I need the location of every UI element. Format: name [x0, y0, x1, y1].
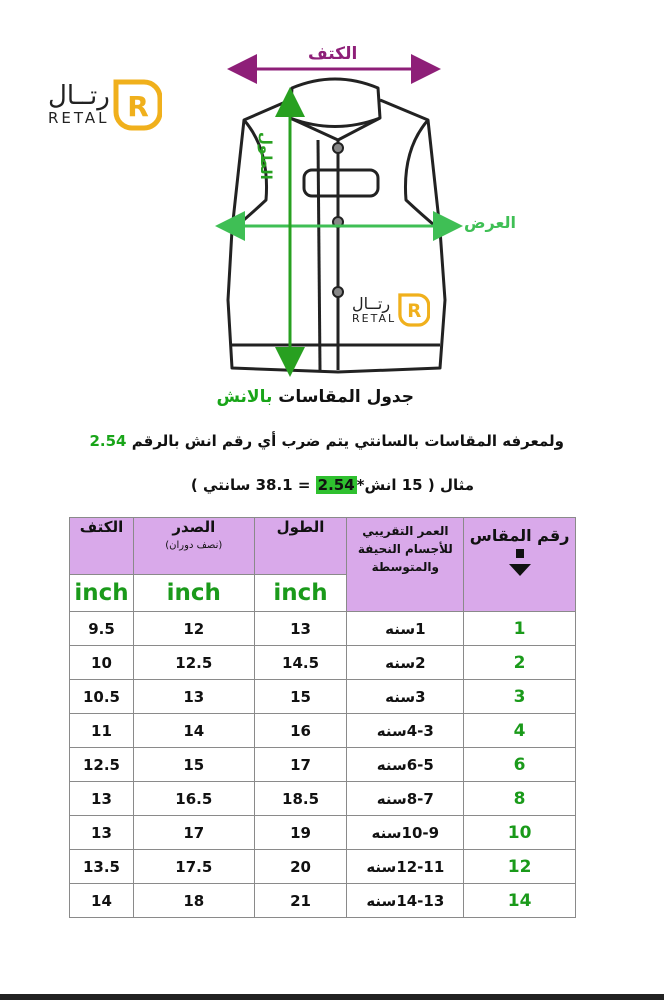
title-part2: بالانش	[216, 387, 273, 407]
watermark-mark-letter: R	[407, 301, 422, 323]
arrow-down-icon-stem	[516, 549, 524, 558]
logo-mark-letter: R	[127, 90, 149, 123]
unit-shoulder: inch	[70, 575, 134, 612]
cell-length: 21	[254, 884, 347, 918]
table-row	[70, 646, 576, 680]
cell-age: 10-9سنه	[347, 816, 464, 850]
cell-chest: 14	[133, 714, 254, 748]
cell-shoulder: 13.5	[70, 850, 134, 884]
cell-age: 14-13سنه	[347, 884, 464, 918]
cell-age: 3سنه	[347, 680, 464, 714]
bottom-bar	[0, 994, 664, 1000]
cell-length: 18.5	[254, 782, 347, 816]
table-row	[70, 714, 576, 748]
example-cm-word: سانتي	[203, 476, 251, 494]
cell-shoulder: 14	[70, 884, 134, 918]
watermark-english-text: RETAL	[352, 311, 397, 325]
cell-shoulder: 12.5	[70, 748, 134, 782]
cell-chest: 18	[133, 884, 254, 918]
cell-size: 2	[464, 646, 576, 680]
table-row	[70, 680, 576, 714]
header-shoulder: الكتف	[70, 518, 134, 575]
example-result: 38.1	[255, 476, 293, 494]
cell-length: 14.5	[254, 646, 347, 680]
cell-size: 12	[464, 850, 576, 884]
cell-age: 4-3سنه	[347, 714, 464, 748]
table-row	[70, 612, 576, 646]
cell-length: 16	[254, 714, 347, 748]
cell-age: 12-11سنه	[347, 850, 464, 884]
example-factor: 2.54	[317, 476, 355, 494]
cell-shoulder: 9.5	[70, 612, 134, 646]
cell-length: 13	[254, 612, 347, 646]
note-text: ولمعرفه المقاسات بالسانتي يتم ضرب أي رقم انش بالرقم	[131, 432, 564, 450]
header-age: العمر التقريبي للأجسام النحيفة والمتوسطة	[347, 518, 464, 612]
cell-age: 2سنه	[347, 646, 464, 680]
cell-size: 10	[464, 816, 576, 850]
cell-age: 1سنه	[347, 612, 464, 646]
cell-shoulder: 13	[70, 782, 134, 816]
unit-length: inch	[254, 575, 347, 612]
size-table	[69, 517, 576, 918]
header-size: رقم المقاس	[464, 518, 576, 612]
title-part1: جدول المقاسات	[278, 387, 414, 407]
conversion-example	[191, 476, 474, 494]
cell-length: 15	[254, 680, 347, 714]
cell-age: 8-7سنه	[347, 782, 464, 816]
arrow-down-icon	[509, 564, 531, 576]
cell-size: 8	[464, 782, 576, 816]
cell-chest: 13	[133, 680, 254, 714]
example-paren-open: (	[427, 476, 435, 494]
logo-arabic-text: رتــال	[48, 81, 110, 111]
header-length: الطول	[254, 518, 347, 575]
watermark-mark-icon	[396, 292, 430, 328]
cell-chest: 12	[133, 612, 254, 646]
table-row	[70, 884, 576, 918]
example-inches: 15	[401, 476, 423, 494]
table-header-row	[70, 518, 576, 575]
cell-size: 4	[464, 714, 576, 748]
cell-shoulder: 10	[70, 646, 134, 680]
example-equals: =	[297, 476, 311, 494]
unit-chest: inch	[133, 575, 254, 612]
width-label: العرض	[464, 213, 516, 232]
example-multiply: *	[356, 476, 365, 494]
length-label: الطول	[257, 132, 275, 180]
header-chest: الصدر (نصف دوران)	[133, 518, 254, 575]
cell-chest: 15	[133, 748, 254, 782]
cell-length: 19	[254, 816, 347, 850]
cell-size: 14	[464, 884, 576, 918]
cell-chest: 16.5	[133, 782, 254, 816]
retal-watermark-logo	[348, 290, 434, 330]
watermark-arabic-text: رتــال	[352, 293, 391, 313]
cell-chest: 17	[133, 816, 254, 850]
table-row	[70, 816, 576, 850]
cell-size: 1	[464, 612, 576, 646]
table-row	[70, 782, 576, 816]
cell-length: 17	[254, 748, 347, 782]
cell-shoulder: 11	[70, 714, 134, 748]
cell-chest: 17.5	[133, 850, 254, 884]
conversion-note	[89, 432, 564, 450]
shoulder-label: الكتف	[308, 44, 358, 64]
header-chest-sub: (نصف دوران)	[165, 540, 223, 551]
cell-length: 20	[254, 850, 347, 884]
example-inch-word: انش	[364, 476, 397, 494]
example-paren-close: )	[190, 476, 198, 494]
cell-chest: 12.5	[133, 646, 254, 680]
table-title	[217, 387, 414, 407]
table-row	[70, 850, 576, 884]
cell-age: 6-5سنه	[347, 748, 464, 782]
cell-shoulder: 10.5	[70, 680, 134, 714]
table-row	[70, 748, 576, 782]
table-body	[70, 612, 576, 918]
cell-size: 3	[464, 680, 576, 714]
logo-english-text: RETAL	[48, 109, 110, 127]
note-number: 2.54	[89, 432, 127, 450]
cell-size: 6	[464, 748, 576, 782]
cell-shoulder: 13	[70, 816, 134, 850]
example-label: مثال	[439, 476, 474, 494]
